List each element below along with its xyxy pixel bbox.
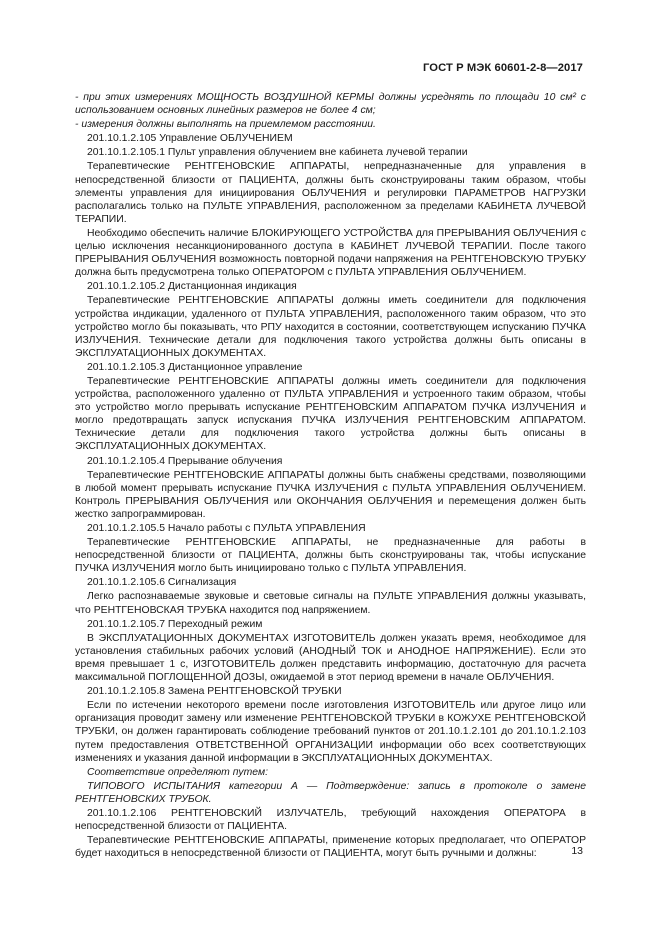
paragraph: 201.10.1.2.105.8 Замена РЕНТГЕНОВСКОЙ ТРУБКИ bbox=[87, 686, 342, 698]
paragraph: Терапевтические РЕНТГЕНОВСКИЕ АППАРАТЫ, не предназначенные для работы в непосредственной близости от ПАЦИЕНТА, должны быть сконструированы так, чтобы испускание ПУЧКА ИЗЛУЧЕНИЯ могло быть инициировано только с ПУЛЬТА УПРАВЛЕНИЯ. bbox=[75, 537, 586, 575]
paragraph: Терапевтические РЕНТГЕНОВСКИЕ АППАРАТЫ должны иметь соединители для подключения устройства, расположенного удаленно от ПУЛЬТА УПРАВЛЕНИЯ и устроенного таким образом, чтобы это устройство могло прерывать испускание РЕНТГЕНОВСКИМ АППАРАТОМ ПУЧКА ИЗЛУЧЕНИЯ и могло предотвращать запуск испускания ПУЧКА ИЗЛУЧЕНИЯ РЕНТГЕНОВСКИМ АППАРАТОМ. Технические детали для подключения такого устройства должны быть описаны в ЭКСПЛУАТАЦИОННЫХ ДОКУМЕНТАХ. bbox=[75, 375, 586, 453]
document-header: ГОСТ Р МЭК 60601-2-8—2017 bbox=[422, 62, 583, 74]
paragraph: ТИПОВОГО ИСПЫТАНИЯ категории А — Подтверждение: запись в протоколе о замене РЕНТГЕНОВСКИХ ТРУБОК. bbox=[75, 780, 586, 805]
paragraph: 201.10.1.2.105.4 Прерывание облучения bbox=[87, 455, 283, 467]
paragraph: 201.10.1.2.105.7 Переходный режим bbox=[87, 618, 263, 630]
paragraph: - измерения должны выполнять на приемлемом расстоянии. bbox=[75, 119, 376, 131]
paragraph: 201.10.1.2.105.2 Дистанционная индикация bbox=[87, 281, 297, 293]
paragraph: Терапевтические РЕНТГЕНОВСКИЕ АППАРАТЫ, применение которых предполагает, что ОПЕРАТОР будет находиться в непосредственной близости от ПАЦИЕНТА, могут быть ручными и должны: bbox=[75, 835, 586, 860]
paragraph: 201.10.1.2.106 РЕНТГЕНОВСКИЙ ИЗЛУЧАТЕЛЬ, требующий нахождения ОПЕРАТОРА в непосредственной близости от ПАЦИЕНТА. bbox=[75, 807, 586, 833]
paragraph: 201.10.1.2.105.3 Дистанционное управление bbox=[87, 361, 303, 373]
paragraph: Терапевтические РЕНТГЕНОВСКИЕ АППАРАТЫ должны быть снабжены средствами, позволяющими в любой момент прерывать испускание ПУЧКА ИЗЛУЧЕНИЯ с ПУЛЬТА УПРАВЛЕНИЯ ОБЛУЧЕНИЕМ. Контроль ПРЕРЫВАНИЯ ОБЛУЧЕНИЯ или ОКОНЧАНИЯ ОБЛУЧЕНИЯ и перемещения должен быть жестко запрограммирован. bbox=[75, 469, 586, 520]
document-body bbox=[75, 91, 586, 861]
paragraph: Необходимо обеспечить наличие БЛОКИРУЮЩЕГО УСТРОЙСТВА для ПРЕРЫВАНИЯ ОБЛУЧЕНИЯ с целью исключения несанкционированного доступа в КАБИНЕТ ЛУЧЕВОЙ ТЕРАПИИ. После такого ПРЕРЫВАНИЯ ОБЛУЧЕНИЯ возможность повторной подачи напряжения на РЕНТГЕНОВСКУЮ ТРУБКУ должна быть предусмотрена только ОПЕРАТОРОМ с ПУЛЬТА УПРАВЛЕНИЯ ОБЛУЧЕНИЕМ. bbox=[75, 227, 586, 279]
paragraph: Терапевтические РЕНТГЕНОВСКИЕ АППАРАТЫ, непредназначенные для управления в непосредственной близости от ПАЦИЕНТА, должны быть сконструированы таким образом, чтобы элементы управления для инициирования ОБЛУЧЕНИЯ и регулировки ПАРАМЕТРОВ НАГРУЗКИ располагались только на ПУЛЬТЕ УПРАВЛЕНИЯ, расположенном за пределами КАБИНЕТА ЛУЧЕВОЙ ТЕРАПИИ. bbox=[75, 161, 586, 225]
paragraph: В ЭКСПЛУАТАЦИОННЫХ ДОКУМЕНТАХ ИЗГОТОВИТЕЛЬ должен указать время, необходимое для установления стабильных рабочих условий (АНОДНЫЙ ТОК и АНОДНОЕ НАПРЯЖЕНИЕ). Если это время превышает 1 с, ИЗГОТОВИТЕЛЬ должен представить информацию, достаточную для расчета максимальной ПОГЛОЩЕННОЙ ДОЗЫ, ожидаемой в этот период времени в начале ОБЛУЧЕНИЯ. bbox=[75, 632, 586, 684]
paragraph: Если по истечении некоторого времени после изготовления ИЗГОТОВИТЕЛЬ или другое лицо или организация проводит замену или изменение РЕНТГЕНОВСКОЙ ТРУБКИ в КОЖУХЕ РЕНТГЕНОВСКОЙ ТРУБКИ, он должен гарантировать соблюдение требований пунктов от 201.10.1.2.101 до 201.10.1.2.103 путем предоставления ОТВЕТСТВЕННОЙ ОРГАНИЗАЦИИ информации обо всех соответствующих изменениях и указания данной информации в ЭКСПЛУАТАЦИОННЫХ ДОКУМЕНТАХ. bbox=[75, 700, 586, 764]
paragraph: Легко распознаваемые звуковые и световые сигналы на ПУЛЬТЕ УПРАВЛЕНИЯ должны указывать, что РЕНТГЕНОВСКАЯ ТРУБКА находится под напряжением. bbox=[75, 591, 586, 616]
paragraph: Соответствие определяют путем: bbox=[87, 766, 268, 778]
page-number: 13 bbox=[571, 845, 583, 857]
paragraph: 201.10.1.2.105.5 Начало работы с ПУЛЬТА УПРАВЛЕНИЯ bbox=[87, 523, 366, 534]
paragraph: - при этих измерениях МОЩНОСТЬ ВОЗДУШНОЙ КЕРМЫ должны усреднять по площади 10 см² с использованием основных линейных размеров не более 4 см; bbox=[75, 92, 586, 117]
paragraph: 201.10.1.2.105 Управление ОБЛУЧЕНИЕМ bbox=[87, 133, 293, 145]
paragraph: Терапевтические РЕНТГЕНОВСКИЕ АППАРАТЫ должны иметь соединители для подключения устройства индикации, удаленного от ПУЛЬТА УПРАВЛЕНИЯ, расположенного таким образом, что это устройство могло бы показывать, что РПУ находится в состоянии, соответствующем испусканию ПУЧКА ИЗЛУЧЕНИЯ. Технические детали для подключения такого устройства должны быть описаны в ЭКСПЛУАТАЦИОННЫХ ДОКУМЕНТАХ. bbox=[75, 295, 586, 359]
paragraph: 201.10.1.2.105.6 Сигнализация bbox=[87, 577, 237, 589]
paragraph: 201.10.1.2.105.1 Пульт управления облучением вне кабинета лучевой терапии bbox=[87, 147, 468, 159]
